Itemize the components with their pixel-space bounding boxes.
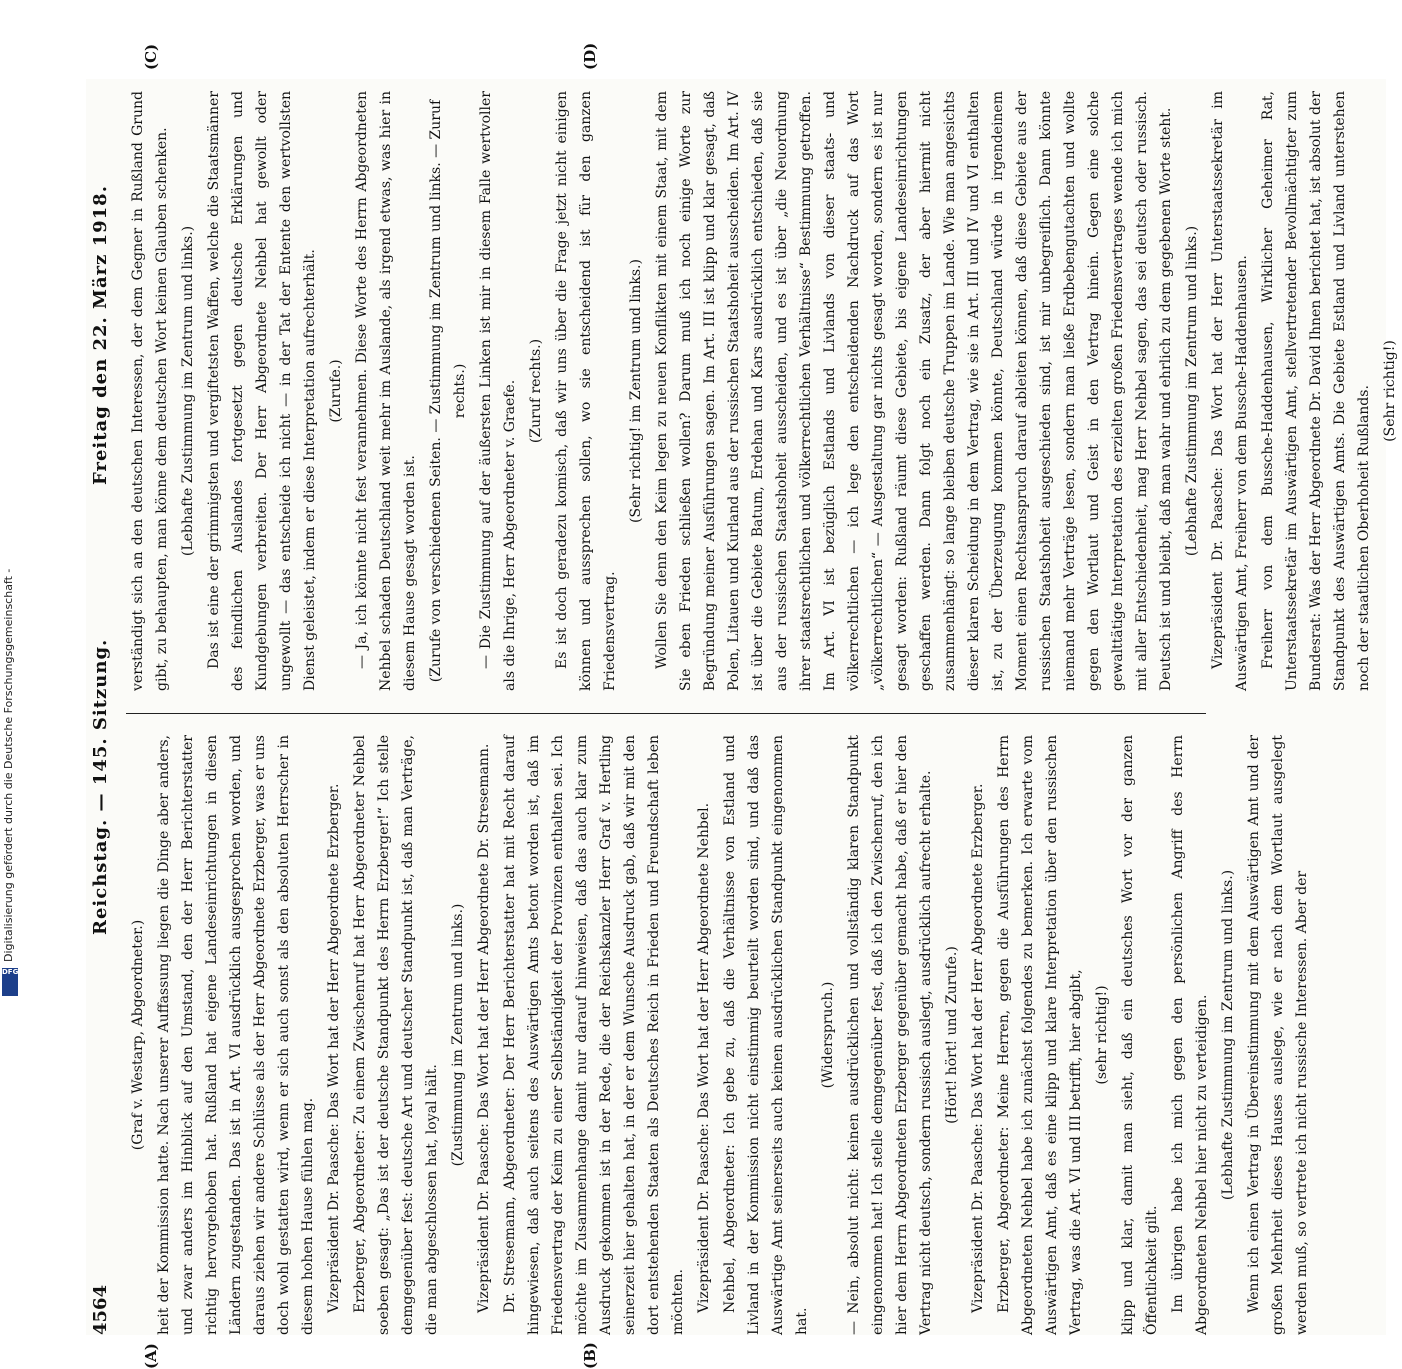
running-title: Reichstag. — 145. Sitzung. (90, 638, 111, 935)
chair-announcement: Vizepräsident Dr. Paasche: Das Wort hat der Herr Unterstaatssekretär im Auswärtigen Amt, Freiherr von dem Bussche-Haddenhausen. (1210, 91, 1250, 691)
interjection: (Hört! hört! und Zurufe.) (944, 946, 960, 1124)
speech-paragraph: klipp und klar, damit man sieht, daß ein deutsches Wort vor der ganzen Öffentlichkeit gilt. (1120, 735, 1160, 1335)
credit-text: Digitalisierung gefördert durch die Deutsche Forschungsgemeinschaft - (2, 568, 15, 962)
interjection: (Zurufe von verschiedenen Seiten. — Zustimmung im Zentrum und links. — Zuruf rechts.) (428, 99, 468, 683)
interjection: (Sehr richtig! im Zentrum und links.) (628, 259, 644, 523)
speech-paragraph: Wenn ich einen Vertrag in Übereinstimmung mit dem Auswärtigen Amt und der großen Mehrheit dieses Hauses auslege, wie er nach dem Wortlaut ausgelegt werden muß, so vertrete ich nicht russische Interessen. Aber der (1246, 735, 1310, 1335)
chair-announcement: Vizepräsident Dr. Paasche: Das Wort hat der Herr Abgeordnete Nehbel. (696, 802, 712, 1313)
speech-paragraph: — Ja, ich könnte nicht fest verannehmen. Diese Worte des Herrn Abgeordneten Nehbel schaden Deutschland weit mehr im Auslande, als irgend etwas, was hier in diesem Hause gesagt worden ist. (354, 91, 418, 691)
speech-paragraph: Wollen Sie denn den Keim legen zu neuen Konflikten mit einem Staat, mit dem Sie eben Frieden schließen wollen? Darum muß ich noch einige Worte zur Begründung meiner Ausführungen sagen. Im Art. III ist klipp und klar gesagt, daß Polen, Litauen und Kurland aus der russischen Staatshoheit ausscheiden. Im Art. IV ist über die Gebiete Batum, Erdehan und Kars ausdrücklich entschieden, daß sie aus der russischen Staatshoheit ausscheiden, und es ist über „die Neuordnung ihrer staatsrechtlichen und völkerrechtlichen Verhältnisse“ Bestimmung getroffen. Im Art. VI ist bezüglich Estlands und Livlands von dieser staats- und völkerrechtlichen — ich lege den entscheidenden Nachdruck auf das Wort „völkerrechtlichen“ — Ausgestaltung gar nichts gesagt worden, sondern es ist nur gesagt worden: Rußland räumt diese Gebiete, bis eigene Landeseinrichtungen geschaffen werden. Dann folgt noch ein Zusatz, der aber hiermit nicht zusammenhängt: so lange bleiben deutsche Truppen im Lande. Wie man angesichts dieser klaren Scheidung in dem Vertrag, wie sie in Art. III und IV und VI enthalten ist, zu der Überzeugung kommen könnte, Deutschland würde in irgendeinem Moment einen Rechtsanspruch darauf ableiten können, daß diese Gebiete aus der russischen Staatshoheit ausgeschieden sind, ist mir unbegreiflich. Dann könnte niemand mehr Verträge lesen, sondern man ließe Erdbebengutachten und wollte gegen den Wortlaut und Geist in den Vertrag hinein. Gegen eine solche gewalttätige Interpretation des erzielten großen Friedensvertrages wende ich mich mit aller Entschiedenheit, mag Herr Nehbel sagen, das sei deutsch oder russisch. Deutsch ist und bleibt, daß man wahr und ehrlich zu dem gegebenen Worte steht. (654, 91, 1174, 691)
dfg-logo: DFG (2, 968, 18, 996)
interjection: (Widerspruch.) (820, 981, 836, 1089)
interjection: (Lebhafte Zustimmung im Zentrum und links.) (1184, 225, 1200, 557)
margin-marker-a: (A) (142, 1343, 160, 1369)
speech-paragraph: Im übrigen habe ich mich gegen den persönlichen Angriff des Herrn Abgeordneten Nehbel hier nicht zu verteidigen. (1170, 735, 1210, 1335)
margin-marker-b: (B) (581, 1342, 599, 1369)
page-header (86, 79, 116, 1335)
left-text-column (126, 735, 1310, 1335)
column-divider (126, 713, 1206, 714)
interjection: (Zustimmung im Zentrum und links.) (450, 903, 466, 1167)
page-number: 4564 (90, 1284, 111, 1335)
interjection: (Sehr richtig!) (1382, 340, 1398, 442)
speech-paragraph: — Die Zustimmung auf der äußersten Linken ist mir in diesem Falle wertvoller als die Ihrige, Herr Abgeordneter v. Graefe. (478, 91, 518, 691)
interjection: (Lebhafte Zustimmung im Zentrum und links.) (1220, 869, 1236, 1201)
interjection: (Zuruf rechts.) (528, 338, 544, 444)
chair-announcement: Vizepräsident Dr. Paasche: Das Wort hat der Herr Abgeordnete Erzberger. (970, 783, 986, 1313)
speech-paragraph: Nehbel, Abgeordneter: Ich gebe zu, daß die Verhältnisse von Estland und Livland in der Kommission nicht einstimmig beurteilt worden sind, und daß das Auswärtige Amt seinerseits auch keinen ausdrücklichen Standpunkt eingenommen hat. (722, 735, 810, 1335)
chair-announcement: Vizepräsident Dr. Paasche: Das Wort hat der Herr Abgeordnete Erzberger. (326, 783, 342, 1313)
speech-paragraph: Erzberger, Abgeordneter: Zu einem Zwischenruf hat Herr Abgeordneter Nehbel soeben gesagt: „Das ist der deutsche Standpunkt des Herrn Erzberger!“ Ich stelle demgegenüber fest: deutsche Art und deutscher Standpunkt ist, daß man Verträge, die man abgeschlossen hat, loyal hält. (352, 735, 440, 1335)
interjection: (Lebhafte Zustimmung im Zentrum und links.) (180, 225, 196, 557)
rotated-document-page (86, 42, 1398, 1369)
speaker-continuation: (Graf v. Westarp, Abgeordneter.) (130, 919, 146, 1151)
session-date: Freitag den 22. März 1918. (90, 185, 111, 485)
speech-paragraph: Das ist eine der grimmigsten und vergiftetsten Waffen, welche die Staatsmänner des feindlichen Auslandes fortgesetzt gegen deutsche Erklärungen und Kundgebungen verbreiten. Der Herr Abgeordnete Nehbel hat gewollt oder ungewollt — das entscheide ich nicht — in der Tat der Entente den wertvollsten Dienst geleistet, indem er diese Interpretation aufrechterhält. (206, 91, 318, 691)
margin-marker-d: (D) (581, 42, 599, 70)
speech-paragraph: Erzberger, Abgeordneter: Meine Herren, gegen die Ausführungen des Herrn Abgeordneten Nehbel habe ich zunächst folgendes zu bemerken. Ich erwarte vom Auswärtigen Amt, daß es eine klipp und klare Interpretation über den russischen Vertrag, was die Art. VI und III betrifft, hier abgibt, (996, 735, 1084, 1335)
speech-paragraph: Freiherr von dem Bussche-Haddenhausen, Wirklicher Geheimer Rat, Unterstaatssekretär im Auswärtigen Amt, stellvertretender Bevollmächtigter zum Bundesrat: Was der Herr Abgeordnete Dr. David Ihnen berichtet hat, ist absolut der Standpunkt des Auswärtigen Amts. Die Gebiete Estland und Livland unterstehen noch der staatlichen Oberhoheit Rußlands. (1260, 91, 1372, 691)
interjection: (sehr richtig!) (1094, 985, 1110, 1085)
chair-announcement: Vizepräsident Dr. Paasche: Das Wort hat der Herr Abgeordnete Dr. Stresemann. (476, 743, 492, 1313)
right-text-column (126, 91, 1398, 691)
margin-marker-c: (C) (142, 43, 160, 70)
speech-paragraph: verständigt sich an den deutschen Interessen, der dem Gegner in Rußland Grund gibt, zu behaupten, man könne dem deutschen Wort keinen Glauben schenken. (130, 91, 170, 691)
paragraph: heit der Kommission hatte. Nach unserer Auffassung liegen die Dinge aber anders, und zwar anders im Hinblick auf den Umstand, den der Herr Berichterstatter richtig hervorgehoben hat. Rußland hat eigene Landeseinrichtungen in diesen Ländern zugestanden. Das ist in Art. VI ausdrücklich ausgesprochen worden, und daraus ziehen wir andere Schlüsse als der Herr Abgeordnete Erzberger, was er uns doch wohl gestatten wird, wenn er sich auch sonst als den absoluten Herrscher in diesem hohen Hause fühlen mag. (156, 735, 316, 1335)
interjection: (Zurufe.) (328, 359, 344, 423)
speech-paragraph: — Nein, absolut nicht: keinen ausdrücklichen und vollständig klaren Standpunkt eingenommen hat! Ich stelle demgegenüber fest, daß ich den Zwischenruf, den ich hier dem Herrn Abgeordneten Erzberger gegenüber gemacht habe, daß er hier den Vertrag nicht deutsch, sondern russisch auslegt, ausdrücklich aufrecht erhalte. (846, 735, 934, 1335)
speech-paragraph: Dr. Stresemann, Abgeordneter: Der Herr Berichterstatter hat mit Recht darauf hingewiesen, daß auch seitens des Auswärtigen Amts betont worden ist, daß im Friedensvertrag der Keim zu einer Selbständigkeit der Provinzen enthalten sei. Ich möchte im Zusammenhange damit nur darauf hinweisen, daß das auch klar zum Ausdruck gekommen ist in der Rede, die der Reichskanzler Herr Graf v. Hertling seinerzeit hier gehalten hat, in der er dem Wunsche Ausdruck gab, daß wir mit den dort entstehenden Staaten als Deutsches Reich in Frieden und Freundschaft leben möchten. (502, 735, 686, 1335)
speech-paragraph: Es ist doch geradezu komisch, daß wir uns über die Frage jetzt nicht einigen können und aussprechen sollen, wo sie entscheidend ist für den ganzen Friedensvertrag. (554, 91, 618, 691)
